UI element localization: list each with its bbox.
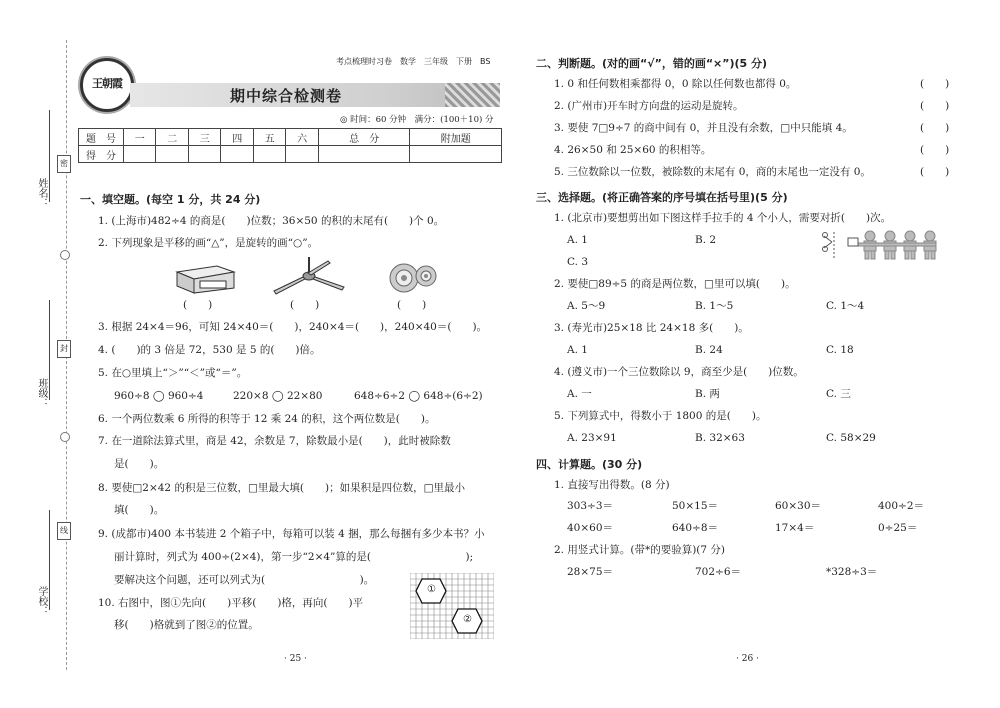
- grid-label-2: ②: [463, 614, 472, 625]
- logo-text: 王朝霞: [92, 77, 122, 90]
- section-1-title: 一、填空题。(每空 1 分，共 24 分): [80, 193, 261, 206]
- q2-answer-1[interactable]: ( ): [183, 299, 213, 311]
- s1-question-9b: 丽计算时，列式为 400÷(2×4)，第一步“2×4”算的是( );: [114, 551, 474, 563]
- series-text: 考点梳理时习卷 数学 三年级 下册 BS: [336, 57, 491, 66]
- s3-q2-option-a[interactable]: A. 5～9: [567, 300, 606, 312]
- score-table-score-row: [79, 146, 502, 163]
- calc-item[interactable]: 400÷2＝: [878, 500, 925, 512]
- calc-item[interactable]: 50×15＝: [672, 500, 719, 512]
- calc-item[interactable]: 640÷8＝: [672, 522, 719, 534]
- score-header-cell: 总 分: [318, 129, 410, 146]
- calc-item[interactable]: 303÷3＝: [567, 500, 614, 512]
- s3-question-3: 3. (寿光市)25×18 比 24×18 多( )。: [554, 322, 749, 334]
- s2-answer-5[interactable]: ( ): [920, 166, 950, 178]
- binding-mark-3: 线: [57, 522, 71, 540]
- s3-q4-option-c[interactable]: C. 三: [826, 388, 851, 400]
- s3-q1-option-a[interactable]: A. 1: [567, 234, 588, 246]
- grid-label-1: ①: [427, 584, 436, 595]
- translation-grid: [410, 573, 494, 639]
- s1-question-4: 4. ( )的 3 倍是 72，530 是 5 的( )倍。: [98, 344, 321, 356]
- score-cell[interactable]: [318, 146, 410, 163]
- s3-q3-option-c[interactable]: C. 18: [826, 344, 854, 356]
- s2-answer-1[interactable]: ( ): [920, 78, 950, 90]
- score-row-label: 得 分: [79, 146, 124, 163]
- vertical-calc-item[interactable]: 702÷6＝: [695, 566, 742, 578]
- name-label: 姓名：: [36, 178, 47, 208]
- s1-question-10a: 10. 右图中，图①先向( )平移( )格，再向( )平: [98, 597, 364, 609]
- score-cell[interactable]: [410, 146, 502, 163]
- s3-question-4: 4. (遵义市)一个三位数除以 9，商至少是( )位数。: [554, 366, 804, 378]
- score-cell[interactable]: [253, 146, 285, 163]
- score-header-cell: 六: [286, 129, 318, 146]
- binding-mark-2: 封: [57, 340, 71, 358]
- s3-q5-option-b[interactable]: B. 32×63: [695, 432, 745, 444]
- score-header-cell: 二: [156, 129, 188, 146]
- s4-question-2: 2. 用竖式计算。(带*的要验算)(7 分): [554, 544, 726, 556]
- binding-hole-1: [60, 250, 70, 260]
- s1-question-6: 6. 一个两位数乘 6 所得的积等于 12 乘 24 的积，这个两位数是( )。: [98, 413, 436, 425]
- s2-item-3: 3. 要使 7□9÷7 的商中间有 0，并且没有余数，□中只能填 4。: [554, 122, 853, 134]
- score-cell[interactable]: [124, 146, 156, 163]
- s3-q5-option-c[interactable]: C. 58×29: [826, 432, 876, 444]
- q5-compare-c[interactable]: 648÷6÷2 ◯ 648÷(6÷2): [354, 390, 483, 402]
- s3-q1-option-c[interactable]: C. 3: [567, 256, 589, 268]
- gears-illustration: [388, 262, 438, 294]
- s1-question-9c: 要解决这个问题，还可以列式为( )。: [114, 574, 375, 586]
- class-label: 班级：: [36, 378, 47, 408]
- vertical-calc-item[interactable]: *328÷3＝: [826, 566, 878, 578]
- score-header-cell: 三: [188, 129, 220, 146]
- s3-q3-option-a[interactable]: A. 1: [567, 344, 588, 356]
- s3-question-1: 1. (北京市)要想剪出如下图这样手拉手的 4 个小人，需要对折( )次。: [554, 212, 892, 224]
- s1-question-2: 2. 下列现象是平移的画“△”，是旋转的画“○”。: [98, 237, 319, 249]
- s1-question-10b: 移( )格就到了图②的位置。: [114, 619, 259, 631]
- s1-question-9a: 9. (成都市)400 本书装进 2 个箱子中，每箱可以装 4 捆，那么每捆有多少本书？小: [98, 528, 485, 540]
- paper-dolls-illustration: [822, 228, 942, 262]
- s2-answer-4[interactable]: ( ): [920, 144, 950, 156]
- score-table-header-row: [79, 129, 502, 146]
- page-number-right: · 26 ·: [736, 654, 759, 664]
- score-table: [78, 128, 502, 163]
- calc-item[interactable]: 0÷25＝: [878, 522, 918, 534]
- calc-item[interactable]: 40×60＝: [567, 522, 614, 534]
- score-cell[interactable]: [156, 146, 188, 163]
- s1-question-1: 1. (上海市)482÷4 的商是( )位数；36×50 的积的末尾有( )个 0。: [98, 215, 445, 227]
- q5-compare-b[interactable]: 220×8 ◯ 22×80: [233, 390, 323, 402]
- section-2-title: 二、判断题。(对的画“√”，错的画“×”)(5 分): [536, 57, 768, 70]
- s3-q1-option-b[interactable]: B. 2: [695, 234, 717, 246]
- s2-answer-3[interactable]: ( ): [920, 122, 950, 134]
- score-header-cell: 一: [124, 129, 156, 146]
- q2-answer-2[interactable]: ( ): [290, 299, 320, 311]
- logo-badge: [80, 58, 134, 112]
- drawer-illustration: [172, 262, 238, 294]
- score-cell[interactable]: [286, 146, 318, 163]
- section-3-title: 三、选择题。(将正确答案的序号填在括号里)(5 分): [536, 191, 788, 204]
- calc-item[interactable]: 17×4＝: [775, 522, 815, 534]
- binding-hole-2: [60, 432, 70, 442]
- s3-q4-option-b[interactable]: B. 两: [695, 388, 720, 400]
- s3-q4-option-a[interactable]: A. 一: [567, 388, 592, 400]
- s1-question-7a: 7. 在一道除法算式里，商是 42，余数是 7，除数最小是( )，此时被除数: [98, 435, 451, 447]
- q2-answer-3[interactable]: ( ): [397, 299, 427, 311]
- section-4-title: 四、计算题。(30 分): [536, 458, 643, 471]
- s4-question-1: 1. 直接写出得数。(8 分): [554, 479, 670, 491]
- score-header-cell: 四: [221, 129, 253, 146]
- s1-question-5: 5. 在○里填上“＞”“＜”或“＝”。: [98, 367, 248, 379]
- s1-question-7b: 是( )。: [114, 458, 165, 470]
- score-header-cell: 附加题: [410, 129, 502, 146]
- s3-question-5: 5. 下列算式中，得数小于 1800 的是( )。: [554, 410, 767, 422]
- binding-mark-1: 密: [57, 155, 71, 173]
- s3-q5-option-a[interactable]: A. 23×91: [567, 432, 617, 444]
- school-underline: [49, 510, 50, 610]
- header-checker: [445, 83, 500, 107]
- ceiling-fan-illustration: [272, 257, 346, 297]
- school-label: 学校：: [36, 586, 47, 616]
- class-underline: [49, 300, 50, 400]
- s3-q3-option-b[interactable]: B. 24: [695, 344, 723, 356]
- s3-question-2: 2. 要使□89÷5 的商是两位数，□里可以填( )。: [554, 278, 796, 290]
- s3-q2-option-c[interactable]: C. 1～4: [826, 300, 865, 312]
- s2-item-5: 5. 三位数除以一位数，被除数的末尾有 0，商的末尾也一定没有 0。: [554, 166, 871, 178]
- page-number-left: · 25 ·: [284, 654, 307, 664]
- s2-answer-2[interactable]: ( ): [920, 100, 950, 112]
- calc-item[interactable]: 60×30＝: [775, 500, 822, 512]
- s1-question-8b: 填( )。: [114, 504, 165, 516]
- vertical-calc-item[interactable]: 28×75＝: [567, 566, 614, 578]
- page-title: 期中综合检测卷: [230, 87, 343, 105]
- score-header-cell: 五: [253, 129, 285, 146]
- s2-item-1: 1. 0 和任何数相乘都得 0，0 除以任何数也都得 0。: [554, 78, 797, 90]
- q5-compare-a[interactable]: 960÷8 ◯ 960÷4: [114, 390, 204, 402]
- score-header-cell: 题 号: [79, 129, 124, 146]
- name-underline: [49, 110, 50, 202]
- score-cell[interactable]: [221, 146, 253, 163]
- time-score: ◎ 时间：60 分钟 满分：(100＋10) 分: [340, 115, 494, 125]
- s2-item-2: 2. (广州市)开车时方向盘的运动是旋转。: [554, 100, 744, 112]
- s2-item-4: 4. 26×50 和 25×60 的积相等。: [554, 144, 712, 156]
- s3-q2-option-b[interactable]: B. 1～5: [695, 300, 734, 312]
- s1-question-8a: 8. 要使□2×42 的积是三位数，□里最大填( )；如果积是四位数，□里最小: [98, 482, 465, 494]
- score-cell[interactable]: [188, 146, 220, 163]
- s1-question-3: 3. 根据 24×4＝96，可知 24×40＝( )，240×4＝( )，240×40＝( )。: [98, 321, 488, 333]
